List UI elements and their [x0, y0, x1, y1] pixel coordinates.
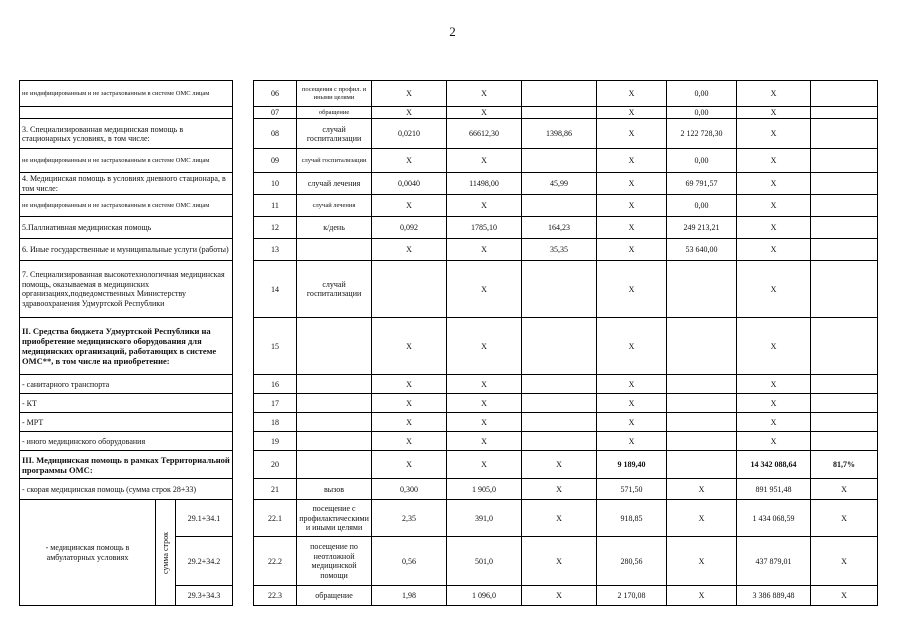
cell-per-capita-budget	[522, 318, 597, 375]
cell-cost: Х	[447, 318, 522, 375]
row-unit: обращение	[297, 107, 372, 119]
row-ref: 29.2+34.2	[176, 537, 233, 586]
cell-total-oms: 1 434 068,59	[737, 500, 811, 537]
cell-per-capita-oms: Х	[597, 119, 667, 149]
row-unit: обращение	[297, 586, 372, 606]
row-name: 7. Специализированная высокотехнологичная медицинская помощь, оказываемая в медицинских организациях,подведомственных Министерству здравоохранения Удмуртской Республики	[20, 261, 233, 318]
cell-volume: 0,092	[372, 217, 447, 239]
cell-volume: Х	[372, 394, 447, 413]
table-row	[20, 217, 878, 239]
cell-percent: Х	[811, 537, 878, 586]
cell-total-budget	[667, 432, 737, 451]
row-unit	[297, 375, 372, 394]
cell-per-capita-budget	[522, 375, 597, 394]
cell-total-budget: 249 213,21	[667, 217, 737, 239]
cell-total-oms: Х	[737, 413, 811, 432]
cell-volume: 2,35	[372, 500, 447, 537]
cell-cost: Х	[447, 394, 522, 413]
cell-cost: 1 905,0	[447, 479, 522, 500]
cell-percent	[811, 149, 878, 173]
row-name: - МРТ	[20, 413, 233, 432]
row-name: - КТ	[20, 394, 233, 413]
row-name: III. Медицинская помощь в рамках Территориальной программы ОМС:	[20, 451, 233, 479]
cell-per-capita-budget: Х	[522, 479, 597, 500]
cell-per-capita-oms: Х	[597, 261, 667, 318]
row-code: 20	[254, 451, 297, 479]
table-row	[20, 149, 878, 173]
cell-per-capita-budget	[522, 107, 597, 119]
cell-cost: Х	[447, 149, 522, 173]
table-row	[20, 195, 878, 217]
row-name: 4. Медицинская помощь в условиях дневного стационара, в том числе:	[20, 173, 233, 195]
cell-total-budget: 0,00	[667, 195, 737, 217]
cell-total-oms: Х	[737, 149, 811, 173]
cell-total-oms: 437 879,01	[737, 537, 811, 586]
row-code: 19	[254, 432, 297, 451]
row-code: 06	[254, 81, 297, 107]
cell-per-capita-budget: Х	[522, 586, 597, 606]
cell-total-oms: Х	[737, 261, 811, 318]
cell-volume: Х	[372, 375, 447, 394]
table-row	[20, 107, 878, 119]
cell-total-oms: Х	[737, 173, 811, 195]
cell-volume: Х	[372, 432, 447, 451]
cell-total-oms: Х	[737, 375, 811, 394]
cell-percent	[811, 173, 878, 195]
cell-per-capita-oms: 280,56	[597, 537, 667, 586]
row-code: 22.3	[254, 586, 297, 606]
cell-total-oms: Х	[737, 195, 811, 217]
table-row	[20, 239, 878, 261]
cell-volume: 0,56	[372, 537, 447, 586]
cell-total-budget	[667, 261, 737, 318]
table-row	[20, 173, 878, 195]
cell-total-oms: 3 386 889,48	[737, 586, 811, 606]
cell-per-capita-budget: 164,23	[522, 217, 597, 239]
cell-per-capita-budget	[522, 149, 597, 173]
cell-volume: Х	[372, 451, 447, 479]
cell-cost: Х	[447, 81, 522, 107]
cell-percent	[811, 394, 878, 413]
row-name: не индифицированным и не застрахованным в системе ОМС лицам	[20, 81, 233, 107]
cell-per-capita-budget: Х	[522, 537, 597, 586]
cell-per-capita-budget	[522, 261, 597, 318]
cell-total-budget	[667, 318, 737, 375]
cell-per-capita-budget	[522, 195, 597, 217]
row-unit: посещения с профил. и иными целями	[297, 81, 372, 107]
cell-cost: Х	[447, 107, 522, 119]
cell-cost: Х	[447, 432, 522, 451]
cell-per-capita-oms: Х	[597, 394, 667, 413]
cell-volume: Х	[372, 107, 447, 119]
cell-total-oms: Х	[737, 119, 811, 149]
cell-percent	[811, 375, 878, 394]
cell-total-oms: Х	[737, 318, 811, 375]
row-code: 09	[254, 149, 297, 173]
cell-percent: Х	[811, 479, 878, 500]
cell-per-capita-oms: 918,85	[597, 500, 667, 537]
row-name: не индифицированным и не застрахованным в системе ОМС лицам	[20, 149, 233, 173]
cell-total-oms: Х	[737, 217, 811, 239]
cell-percent	[811, 413, 878, 432]
row-code: 22.2	[254, 537, 297, 586]
cell-total-budget: Х	[667, 479, 737, 500]
row-unit	[297, 451, 372, 479]
cell-total-budget: 0,00	[667, 149, 737, 173]
cell-volume: 0,0210	[372, 119, 447, 149]
cell-cost: Х	[447, 239, 522, 261]
cell-volume	[372, 261, 447, 318]
cell-percent	[811, 119, 878, 149]
row-name: II. Средства бюджета Удмуртской Республики на приобретение медицинского оборудования для медицинских организаций, работающих в системе ОМС**, в том числе на приобретение:	[20, 318, 233, 375]
cell-per-capita-oms: Х	[597, 173, 667, 195]
cell-per-capita-oms: Х	[597, 149, 667, 173]
cell-volume: Х	[372, 413, 447, 432]
row-code: 18	[254, 413, 297, 432]
cell-per-capita-oms: Х	[597, 195, 667, 217]
row-unit	[297, 413, 372, 432]
cell-volume: Х	[372, 318, 447, 375]
cell-total-budget	[667, 394, 737, 413]
row-unit: посещение по неотложной медицинской помощи	[297, 537, 372, 586]
table-row	[20, 479, 878, 500]
row-name: 6. Иные государственные и муниципальные услуги (работы)	[20, 239, 233, 261]
cell-per-capita-oms: 571,50	[597, 479, 667, 500]
cell-per-capita-budget: 1398,86	[522, 119, 597, 149]
cell-per-capita-oms: Х	[597, 413, 667, 432]
cell-total-budget	[667, 451, 737, 479]
row-code: 16	[254, 375, 297, 394]
cell-cost: Х	[447, 413, 522, 432]
row-code: 08	[254, 119, 297, 149]
table-row	[20, 375, 878, 394]
row-unit: случай госпитализации	[297, 261, 372, 318]
cell-volume: 0,0040	[372, 173, 447, 195]
cell-per-capita-oms: 2 170,08	[597, 586, 667, 606]
cell-percent	[811, 261, 878, 318]
row-unit: случай госпитализации	[297, 119, 372, 149]
cell-per-capita-budget	[522, 394, 597, 413]
cell-per-capita-budget: Х	[522, 451, 597, 479]
cell-total-oms: Х	[737, 81, 811, 107]
cell-cost: 391,0	[447, 500, 522, 537]
cell-total-budget: Х	[667, 537, 737, 586]
cell-cost: Х	[447, 375, 522, 394]
cell-total-oms: 891 951,48	[737, 479, 811, 500]
cell-per-capita-oms: Х	[597, 239, 667, 261]
cell-volume: Х	[372, 195, 447, 217]
cell-per-capita-budget: 45,99	[522, 173, 597, 195]
cell-total-budget	[667, 375, 737, 394]
cell-volume: Х	[372, 149, 447, 173]
row-name: 5.Паллиативная медицинская помощь	[20, 217, 233, 239]
cell-cost: 1785,10	[447, 217, 522, 239]
row-code: 10	[254, 173, 297, 195]
row-unit	[297, 394, 372, 413]
row-code: 21	[254, 479, 297, 500]
cell-per-capita-oms: 9 189,40	[597, 451, 667, 479]
cell-per-capita-budget: Х	[522, 500, 597, 537]
cell-total-budget: 0,00	[667, 107, 737, 119]
cell-total-oms: 14 342 088,64	[737, 451, 811, 479]
cell-cost: 66612,30	[447, 119, 522, 149]
cell-cost: Х	[447, 451, 522, 479]
cell-cost: 1 096,0	[447, 586, 522, 606]
cell-total-budget: 2 122 728,30	[667, 119, 737, 149]
row-code: 14	[254, 261, 297, 318]
row-ref: 29.3+34.3	[176, 586, 233, 606]
cell-total-budget	[667, 413, 737, 432]
cell-percent: Х	[811, 586, 878, 606]
table-row	[20, 81, 878, 107]
row-name: - санитарного транспорта	[20, 375, 233, 394]
table-row	[20, 394, 878, 413]
cell-percent	[811, 81, 878, 107]
cell-cost: Х	[447, 195, 522, 217]
row-name: - медицинская помощь в амбулаторных условиях	[20, 500, 156, 606]
cell-total-oms: Х	[737, 107, 811, 119]
cell-total-budget: Х	[667, 586, 737, 606]
row-unit: случай лечения	[297, 195, 372, 217]
row-code: 11	[254, 195, 297, 217]
cell-total-budget: Х	[667, 500, 737, 537]
row-code: 07	[254, 107, 297, 119]
cell-cost: 11498,00	[447, 173, 522, 195]
cell-percent	[811, 107, 878, 119]
cell-total-oms: Х	[737, 432, 811, 451]
cell-per-capita-budget	[522, 432, 597, 451]
cell-per-capita-oms: Х	[597, 81, 667, 107]
table-row	[20, 413, 878, 432]
cell-percent: 81,7%	[811, 451, 878, 479]
table-row	[20, 432, 878, 451]
table-row	[20, 500, 878, 537]
cell-volume: Х	[372, 81, 447, 107]
cell-per-capita-oms: Х	[597, 318, 667, 375]
cell-cost: Х	[447, 261, 522, 318]
cell-per-capita-oms: Х	[597, 432, 667, 451]
row-name: не индифицированным и не застрахованным в системе ОМС лицам	[20, 195, 233, 217]
row-code: 22.1	[254, 500, 297, 537]
cell-volume: Х	[372, 239, 447, 261]
cell-total-budget: 53 640,00	[667, 239, 737, 261]
cell-per-capita-oms: Х	[597, 375, 667, 394]
row-unit: случай госпитализации	[297, 149, 372, 173]
row-ref: 29.1+34.1	[176, 500, 233, 537]
row-name: - иного медицинского оборудования	[20, 432, 233, 451]
cell-total-budget: 69 791,57	[667, 173, 737, 195]
row-unit: случай лечения	[297, 173, 372, 195]
sum-label: сумма строк	[156, 500, 176, 606]
cell-total-oms: Х	[737, 239, 811, 261]
row-code: 13	[254, 239, 297, 261]
cell-percent	[811, 195, 878, 217]
cell-percent	[811, 217, 878, 239]
table-row	[20, 261, 878, 318]
row-unit	[297, 239, 372, 261]
cell-per-capita-budget: 35,35	[522, 239, 597, 261]
row-unit	[297, 432, 372, 451]
cell-percent: Х	[811, 500, 878, 537]
cell-per-capita-oms: Х	[597, 107, 667, 119]
cell-total-budget: 0,00	[667, 81, 737, 107]
financing-table	[19, 80, 878, 606]
page-number: 2	[449, 24, 456, 39]
table-row	[20, 318, 878, 375]
row-unit: к/день	[297, 217, 372, 239]
row-code: 12	[254, 217, 297, 239]
cell-percent	[811, 318, 878, 375]
cell-per-capita-budget	[522, 81, 597, 107]
cell-cost: 501,0	[447, 537, 522, 586]
row-unit: вызов	[297, 479, 372, 500]
cell-percent	[811, 239, 878, 261]
row-unit: посещение с профилактическими и иными целями	[297, 500, 372, 537]
cell-volume: 0,300	[372, 479, 447, 500]
cell-percent	[811, 432, 878, 451]
row-code: 17	[254, 394, 297, 413]
cell-total-oms: Х	[737, 394, 811, 413]
cell-volume: 1,98	[372, 586, 447, 606]
row-code: 15	[254, 318, 297, 375]
cell-per-capita-oms: Х	[597, 217, 667, 239]
table-row	[20, 119, 878, 149]
row-unit	[297, 318, 372, 375]
row-name: - скорая медицинская помощь (сумма строк 28+33)	[20, 479, 233, 500]
table-row	[20, 451, 878, 479]
cell-per-capita-budget	[522, 413, 597, 432]
row-name: 3. Специализированная медицинская помощь в стационарных условиях, в том числе:	[20, 119, 233, 149]
